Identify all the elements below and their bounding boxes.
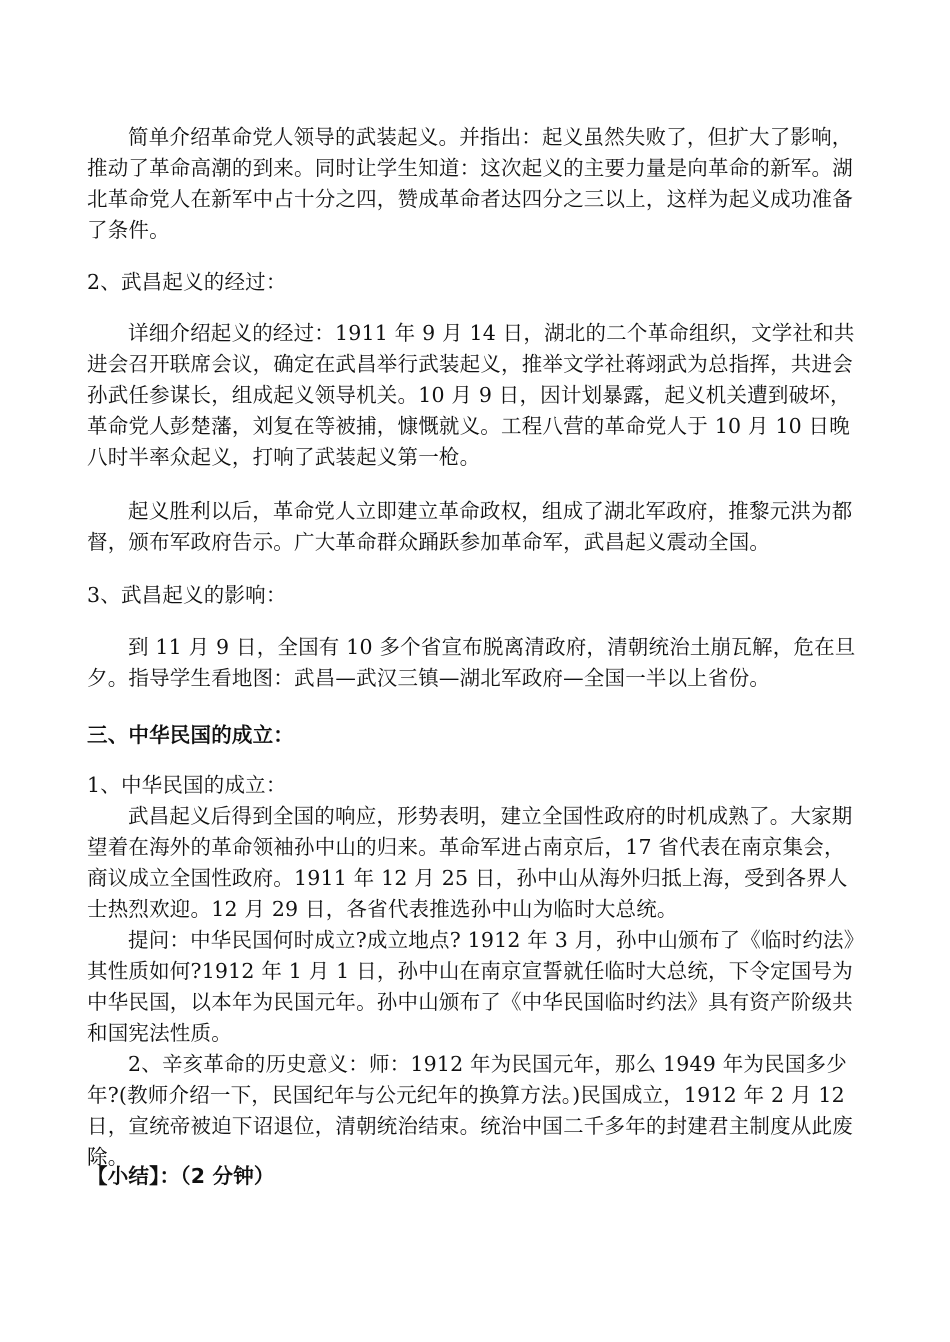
heading-roc-founding: 1、中华民国的成立： xyxy=(87,773,287,797)
paragraph-uprising-process: 详细介绍起义的经过：1911 年 9 月 14 日，湖北的二个革命组织，文学社和共进会召开联席会议，确定在武昌举行武装起义，推举文学社蒋翊武为总指挥，共进会孙武任参谋长，组成起义领导机关。10 月 9 日，因计划暴露，起义机关遭到破坏，革命党人彭楚藩，刘复在等被捕，慷慨就义。工程八营的革命党人于 10 月 10 日晚八时半率众起义，打响了武装起义第一枪。 xyxy=(87,321,855,469)
paragraph-intro: 简单介绍革命党人领导的武装起义。并指出：起义虽然失败了，但扩大了影响，推动了革命高潮的到来。同时让学生知道：这次起义的主要力量是向革命的新军。湖北革命党人在新军中占十分之四，赞成革命者达四分之三以上，这样为起义成功准备了条件。 xyxy=(87,125,853,242)
paragraph-influence: 到 11 月 9 日，全国有 10 多个省宣布脱离清政府，清朝统治土崩瓦解，危在旦夕。指导学生看地图：武昌—武汉三镇—湖北军政府—全国一半以上省份。 xyxy=(87,635,856,690)
paragraph-historical-significance: 2、辛亥革命的历史意义：师：1912 年为民国元年，那么 1949 年为民国多少年?(教师介绍一下，民国纪年与公元纪年的换算方法。)民国成立，1912 年 2 月 12 日，宣统帝被迫下诏退位，清朝统治结束。统治中国二千多年的封建君主制度从此废除。 xyxy=(87,1052,853,1169)
paragraph-roc-founding: 武昌起义后得到全国的响应，形势表明，建立全国性政府的时机成熟了。大家期望着在海外的革命领袖孙中山的归来。革命军进占南京后，17 省代表在南京集会，商议成立全国性政府。1911 年 12 月 25 日，孙中山从海外归抵上海，受到各界人士热烈欢迎。12 月 29 日，各省代表推选孙中山为临时大总统。 xyxy=(87,804,853,921)
heading-wuchang-process: 2、武昌起义的经过： xyxy=(87,270,287,294)
heading-section-three: 三、中华民国的成立： xyxy=(87,723,294,747)
summary-label: 【小结】：（2 分钟） xyxy=(87,1164,275,1188)
heading-wuchang-influence: 3、武昌起义的影响： xyxy=(87,583,287,607)
paragraph-uprising-victory: 起义胜利以后，革命党人立即建立革命政权，组成了湖北军政府，推黎元洪为都督，颁布军政府告示。广大革命群众踊跃参加革命军，武昌起义震动全国。 xyxy=(87,499,853,554)
paragraph-question: 提问：中华民国何时成立?成立地点? 1912 年 3 月，孙中山颁布了《临时约法》其性质如何?1912 年 1 月 1 日，孙中山在南京宣誓就任临时大总统，下令定国号为中华民国，以本年为民国元年。孙中山颁布了《中华民国临时约法》具有资产阶级共和国宪法性质。 xyxy=(87,928,865,1045)
